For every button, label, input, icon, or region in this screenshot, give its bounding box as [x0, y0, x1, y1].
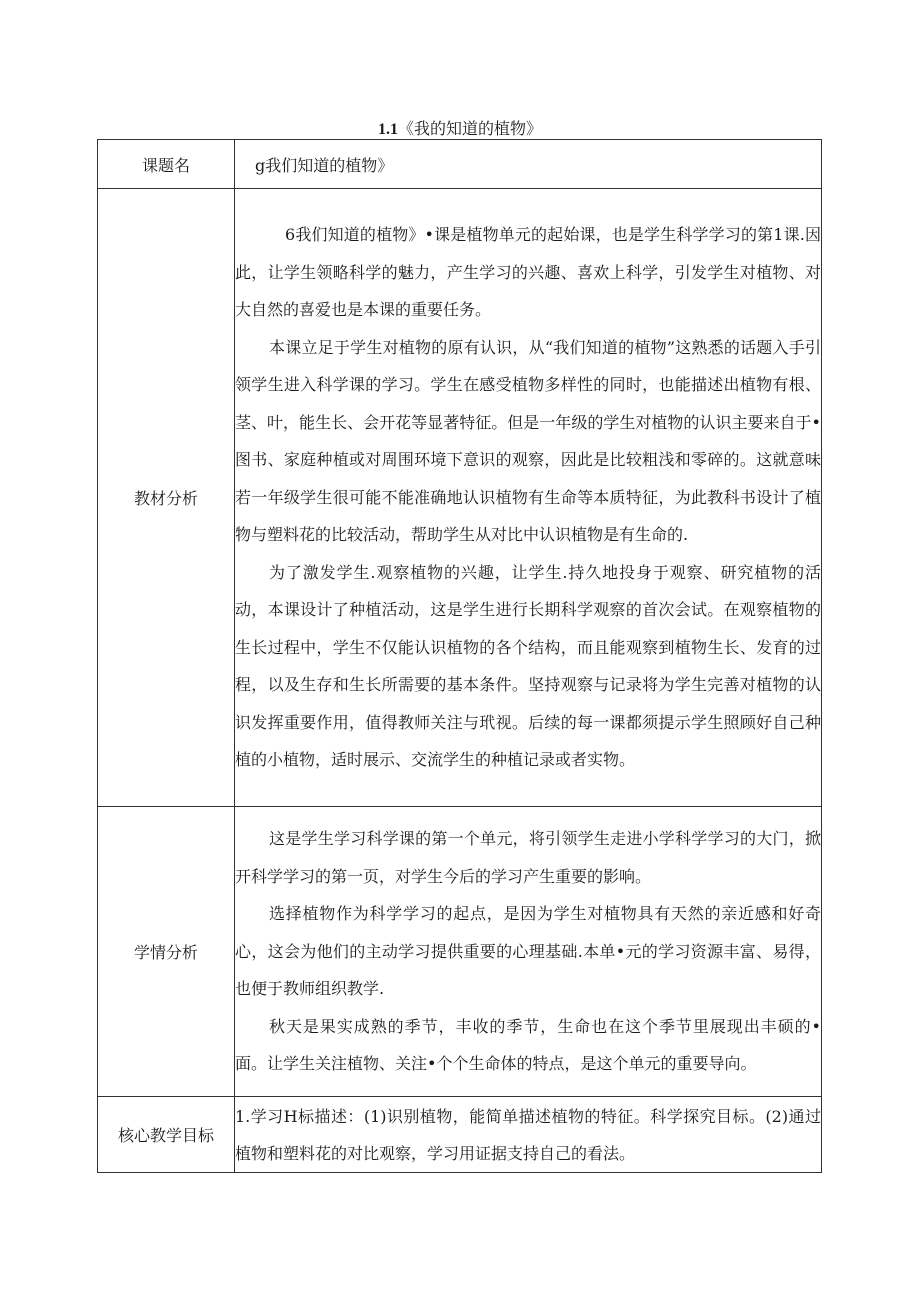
table-row-textbook-analysis [98, 189, 822, 807]
textbook-analysis-paragraph: 6我们知道的植物》•课是植物单元的起始课，也是学生科学学习的第1课.因此，让学生领略科学的魅力，产生学习的兴趣、喜欢上科学，引发学生对植物、对大自然的喜爱也是本课的重要任务。 [235, 225, 821, 320]
topic-value: g我们知道的植物》 [235, 140, 822, 189]
learner-analysis-content [235, 807, 822, 1097]
core-goals-text: 1.学习H标描述：(1)识别植物，能简单描述植物的特征。科学探究目标。(2)通过植物和塑料花的对比观察，学习用证据支持自己的看法。 [235, 1106, 821, 1163]
learner-analysis-paragraph: 这是学生学习科学课的第一个单元，将引领学生走进小学科学学习的大门，掀开科学学习的第一页，对学生今后的学习产生重要的影响。 [235, 829, 821, 886]
document-title-number: 1.1 [377, 121, 398, 138]
textbook-analysis-paragraph: 为了激发学生.观察植物的兴趣，让学生.持久地投身于观察、研究植物的活动，本课设计了种植活动，这是学生进行长期科学观察的首次会试。在观察植物的生长过程中，学生不仅能认识植物的各个结构，而且能观察到植物生长、发育的过程，以及生存和生长所需要的基本条件。坚持观察与记录将为学生完善对植物的认识发挥重要作用，值得教师关注与玳视。后续的每一课都须提示学生照顾好自己种植的小植物，适时展示、交流学生的种植记录或者实物。 [235, 562, 821, 770]
document-title [0, 119, 920, 140]
topic-label: 课题名 [98, 140, 235, 189]
lesson-plan-table [97, 139, 822, 1173]
learner-analysis-paragraph: 秋天是果实成熟的季节，丰收的季节，生命也在这个季节里展现出丰硕的•面。让学生关注植物、关注•个个生命体的特点，是这个单元的重要导向。 [235, 1016, 821, 1074]
textbook-analysis-label: 教材分析 [98, 189, 235, 807]
table-row-core-goals [98, 1097, 822, 1173]
document-title-text: 《我的知道的植物》 [397, 119, 542, 138]
textbook-analysis-paragraph: 本课立足于学生对植物的原有认识，从“我们知道的植物”这熟悉的话题入手引领学生进入科学课的学习。学生在感受植物多样性的同时，也能描述出植物有根、茎、叶，能生长、会开花等显著特征。但是一年级的学生对植物的认识主要来自于•图书、家庭种植或对周围环境下意识的观察，因此是比较粗浅和零碎的。这就意味若一年级学生很可能不能准确地认识植物有生命等本质特征，为此教科书设计了植物与塑料花的比较活动，帮助学生从对比中认识植物是有生命的. [235, 337, 821, 545]
table-row-topic [98, 140, 822, 189]
learner-analysis-paragraph: 选择植物作为科学学习的起点，是因为学生对植物具有天然的亲近感和好奇心，这会为他们的主动学习提供重要的心理基础.本单•元的学习资源丰富、易得，也便于教师组织教学. [235, 904, 821, 999]
core-goals-label: 核心教学目标 [98, 1097, 235, 1173]
learner-analysis-label: 学情分析 [98, 807, 235, 1097]
textbook-analysis-content [235, 189, 822, 807]
core-goals-content [235, 1097, 822, 1173]
table-row-learner-analysis [98, 807, 822, 1097]
